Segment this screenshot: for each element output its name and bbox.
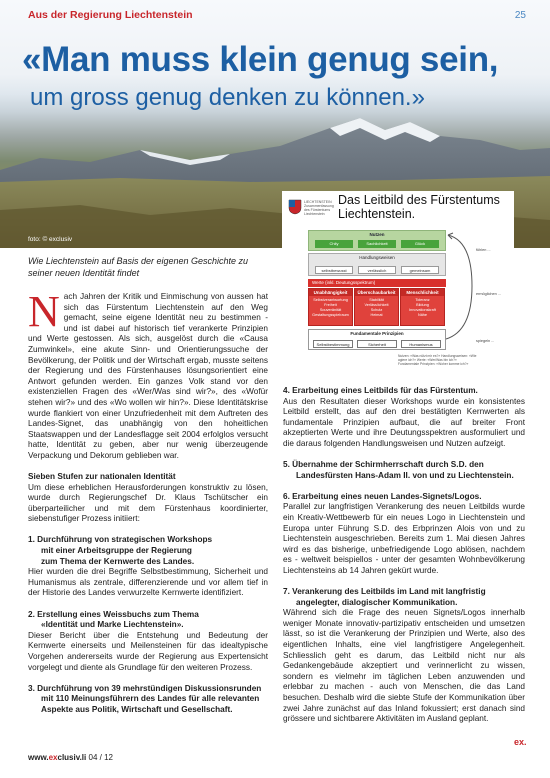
handlungsweisen-label: Handlungsweisen (359, 255, 395, 260)
step-heading: 2. Erstellung eines Weissbuchs zum Thema «Identität und Marke Liechtenstein». (28, 609, 199, 630)
step-heading: 3. Durchführung von 39 mehrstündigen Diskussionsrunden mit 110 Meinungsführern des Landes für alle relevanten Aspekte aus Politik, Wirtschaft und Gesellschaft. (28, 683, 262, 714)
werte-item: Verlässlichkeit (364, 303, 389, 307)
footer-site: www.exclusiv.li 04 / 12 (28, 753, 113, 762)
werte-column (308, 288, 353, 326)
handlungsweisen-box (308, 253, 446, 276)
werte-item: Heimat (370, 313, 383, 317)
werte-item: Bildung (416, 303, 429, 307)
fundamentale-prinzipien-box (308, 329, 446, 350)
diagram-note: Nutzen: «Was nützt mir es?» Handlungsweisen: «Wie agiere ich?» Werte: «Wer/Was bin ich?» Fundamentale Prinzipien: «Woher komme ich?» (398, 354, 477, 367)
intro-text: ach Jahren der Kritik und Einmischung von aussen hat sich das Fürstentum Liechtenstein auf den Weg gemacht, seine eigene Identität neu zu bestimmen - und ist dabei auf historisch tief verankerte Prinzipien und Werte gestossen. Als sich, ausgelöst durch die «Causa Zumwinkel», eine akute Sinn- und Orientierungssuche der Bevölkerung, der Politik und der Wirtschaft ergab, musste seitens der Regierung und des Fürstenhauses lösungsorientiert eine Antwort gefunden werden. Ein ganzes Volk stand vor den existenziellen Fragen des «Wer/Was sind wir?», des «Wofür stehen wir?» und des «Wo wollen wir hin?». Diese Identitätskrise wurde flankiert von einer Unzufriedenheit mit dem Auftreten des Landes-Signet, das unabhängig von den hoheitlichen Staatswappen und der Landesflagge seit 2004 erfolglos versucht hatte, Identität zu geben, aber nur wenig überzeugende Verpackung und Dekorum geblieben war. (28, 292, 268, 460)
dropcap-letter: N (28, 287, 60, 336)
end-mark: ex. (514, 737, 527, 747)
paragraph: Um diese erheblichen Herausforderungen konstruktiv zu lösen, wurde durch Regierungschef Dr. Klaus Tschütscher ein überparteilicher und mit dem Fürstenhaus koordinierter, siebenstufiger Prozess initiiert: (28, 482, 268, 524)
subheading: Sieben Stufen zur nationalen Identität (28, 472, 176, 481)
nutzen-item: Sachlichkeit (358, 240, 396, 248)
cycle-arrows-icon (442, 231, 478, 341)
diagram-title: Das Leitbild des Fürstentums Liechtenstein. (338, 193, 500, 221)
paragraph: Parallel zur langfristigen Verankerung des neuen Leitbilds wurde ein Kreativ-Wettbewerb für ein neues Logo in Liechtenstein und Europa unter Führung S.D. des Erbprinzen Alois von und zu Liechtenstein ausgeschrieben. Bereits zum 1. Mai diesen Jahres wird es das bisherige, unbefriedigende Logo ablösen, nachdem es - weltweit beispiellos - unter der gesamten Wohnbevölkerung Liechtensteins ab 14 Jahren gekürt wurde. (283, 502, 525, 575)
werte-item: Selbstverantwortung (313, 298, 348, 302)
step-heading: 7. Verankerung des Leitbilds im Land mit langfristig angelegter, dialogischer Kommunikation. (283, 587, 486, 607)
paragraph: Hier wurden die drei Begriffe Selbstbestimmung, Sicherheit und Humanismus als zentrale, differenzierende und vor allem tief in der Historie des Landes verwurzelte Kernwerte identifiziert. (28, 567, 268, 598)
step-heading: 6. Erarbeitung eines neuen Landes-Signets/Logos. (283, 491, 482, 501)
leitbild-diagram (282, 191, 514, 381)
handlung-item: selbstbewusst (315, 266, 353, 274)
diagram-logo-text: LIECHTENSTEIN Zusammenfassung des Fürstentums Liechtenstein (304, 200, 334, 216)
brand-ex: ex (48, 753, 58, 762)
werte-item: Schutz (370, 308, 383, 312)
fundament-label: Fundamentale Prinzipien (350, 331, 404, 336)
headline-line-1: «Man muss klein genug sein, (22, 40, 499, 79)
fundament-item: Sicherheit (357, 340, 397, 348)
werte-column-title: Überschaubarkeit (355, 289, 398, 296)
werte-item: Toleranz (415, 298, 430, 302)
paragraph: Dieser Bericht über die Entstehung und Bedeutung der Kernwerte einerseits und Meilensteinen für das idealtypische Vorgehen andererseits wurde der Regierung aus Expertensicht vorgelegt und diente als Grundlage für den weiteren Prozess. (28, 630, 268, 672)
nutzen-item: Chily (315, 240, 353, 248)
photo-credit: foto: © exclusiv (28, 236, 73, 243)
side-label: spiegeln ... (476, 339, 495, 343)
intro-paragraph (28, 287, 268, 462)
nutzen-label: Nutzen (369, 232, 385, 237)
paragraph: Aus den Resultaten dieser Workshops wurde ein konsistentes Leitbild erstellt, das auf den drei bestätigten Kernwerten als fundamentale Prinzipien aufbaut, die auf breiter Front akzeptierten Werte und ihre Deutungsspektren ausformuliert und die daraus folgenden Handlungsweisen und Nutzen aufzeigt. (283, 396, 525, 448)
paragraph: Während sich die Frage des neuen Signets/Logos innerhalb weniger Monate innovativ-partizipativ entscheiden und umsetzen lässt, so ist die Verankerung der Prinzipien und Werte, also des eigentlichen Inhalts, eine viel langfristigere Angelegenheit. Schliesslich geht es darum, das Leitbild nicht nur als Gedankengebäude akzeptiert und verinnerlicht zu wissen, sondern es vielmehr im täglichen Leben anzuwenden und erlebbar zu machen - auch von Menschen, die das Land besuchen. Deshalb wird die siebte Stufe der Kommunikation über zwei Jahre zunächst auf das Inland fokussiert; erst danach sind grössere und sichtbarere Aktivitäten im Ausland geplant. (283, 608, 525, 724)
headline-line-2: um gross genug denken zu können.» (30, 84, 425, 111)
fundament-item: Selbstbestimmung (313, 340, 353, 348)
article-column-right (283, 386, 525, 725)
section-label: Aus der Regierung Liechtenstein (28, 9, 193, 21)
fundament-item: Humanismus (401, 340, 441, 348)
werte-column (400, 288, 445, 326)
issue-number: 04 / 12 (88, 753, 113, 762)
coat-of-arms-icon (288, 199, 302, 215)
werte-item: Freiheit (324, 303, 337, 307)
werte-item: Innovationskraft (409, 308, 436, 312)
nutzen-box (308, 230, 446, 251)
side-label: ermöglichen ... (476, 292, 501, 296)
werte-label: Werte (inkl. Deutungsspektrum) (308, 279, 446, 287)
werte-item: Stabilität (369, 298, 384, 302)
side-label: fühlen ... (476, 248, 491, 252)
page-number: 25 (514, 10, 526, 21)
nutzen-item: Glück (401, 240, 439, 248)
werte-item: Souveränität (319, 308, 342, 312)
handlung-item: gemeinsam (401, 266, 439, 274)
lead-paragraph: Wie Liechtenstein auf Basis der eigenen Geschichte zu seiner neuen Identität findet (28, 256, 249, 278)
werte-item: Nähe (417, 313, 428, 317)
werte-column-title: Unabhängigkeit (309, 289, 352, 296)
werte-item: Gestaltungsspielraum (312, 313, 349, 317)
werte-column (354, 288, 399, 326)
werte-column-title: Menschlichkeit (401, 289, 444, 296)
step-heading: 1. Durchführung von strategischen Workshops mit einer Arbeitsgruppe der Regierung zum Thema der Kernwerte des Landes. (28, 535, 213, 566)
step-heading: 4. Erarbeitung eines Leitbilds für das Fürstentum. (283, 386, 478, 395)
handlung-item: verlässlich (358, 266, 396, 274)
step-heading: 5. Übernahme der Schirmherrschaft durch S.D. den Landesfürsten Hans-Adam II. von und zu Liechtenstein. (283, 460, 514, 480)
article-column-left (28, 287, 268, 715)
